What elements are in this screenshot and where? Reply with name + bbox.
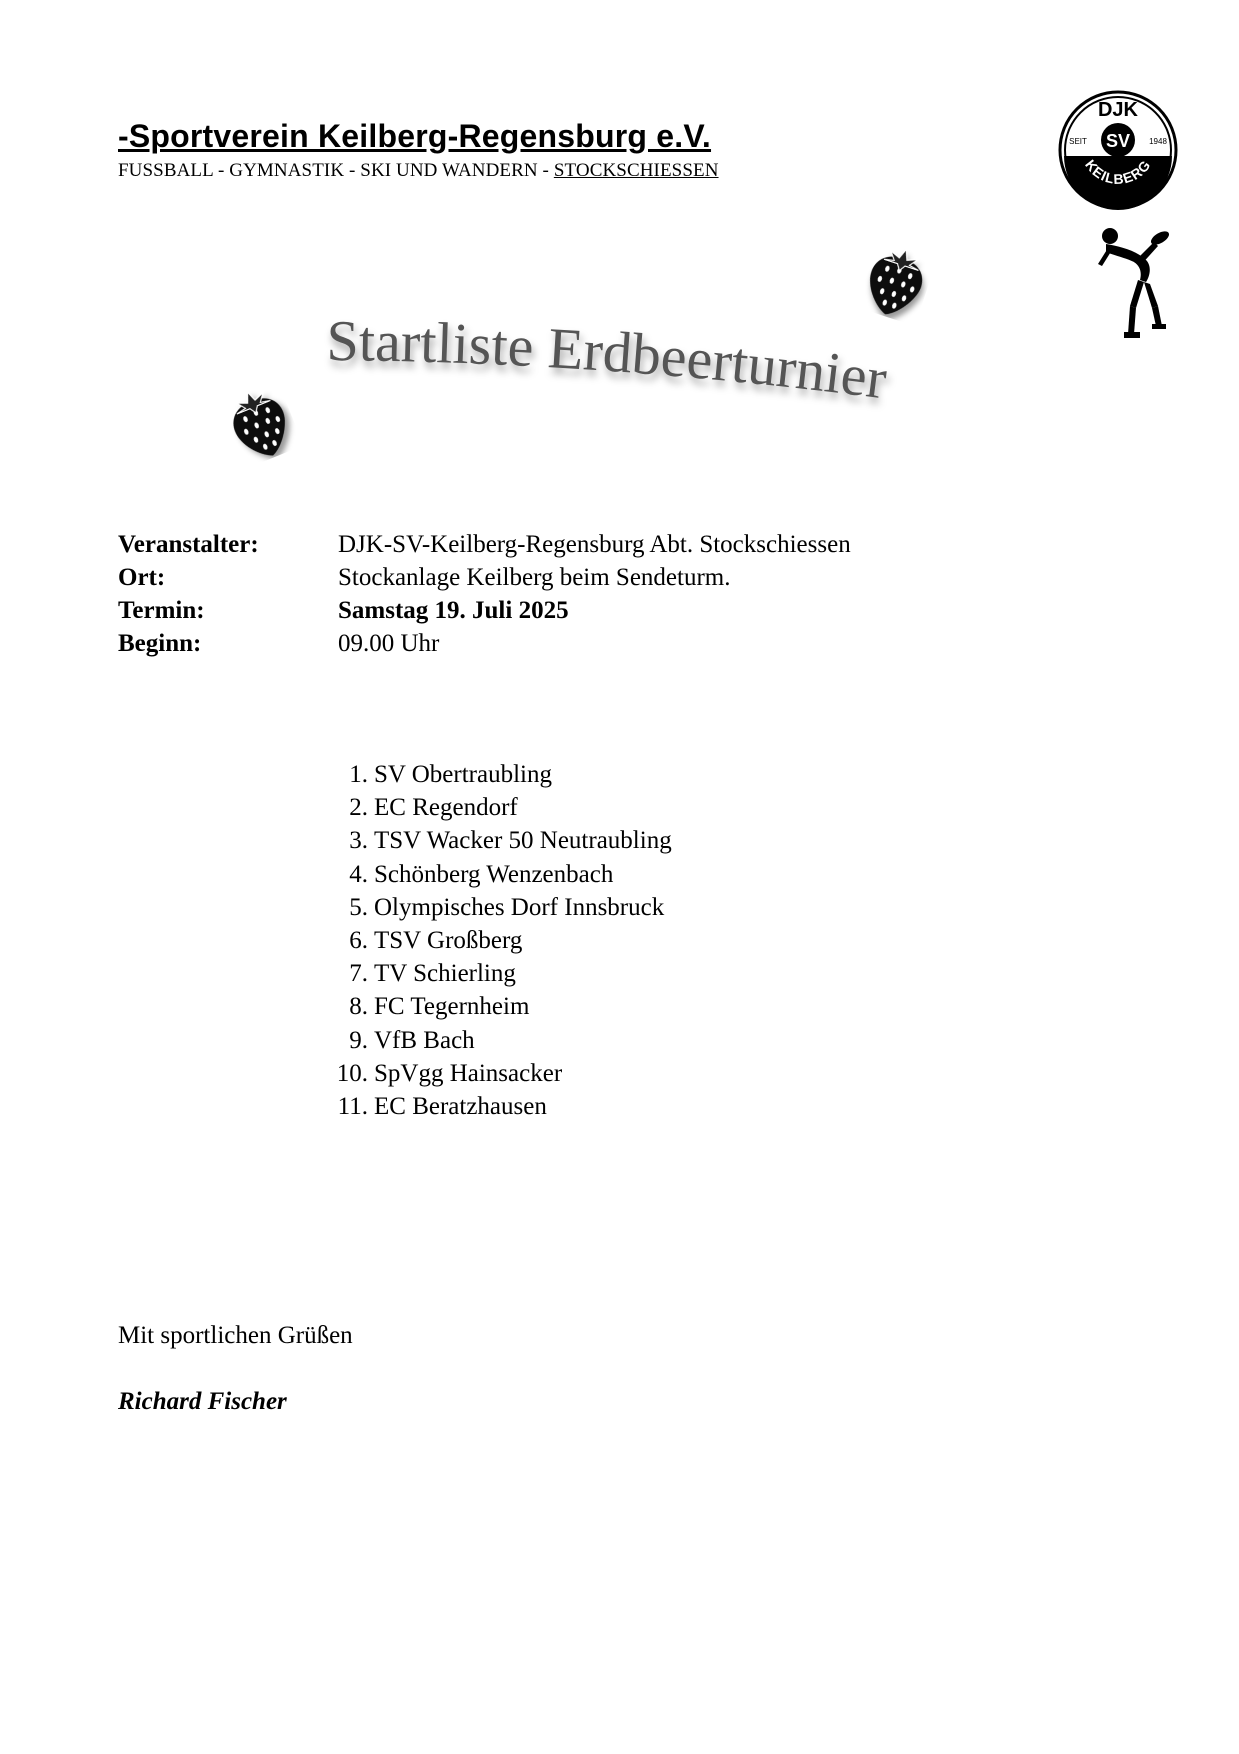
info-value: Stockanlage Keilberg beim Sendeturm. — [338, 564, 731, 591]
team-list-item — [328, 924, 672, 957]
team-number: 7. — [349, 960, 368, 988]
info-row-organizer — [118, 528, 851, 561]
team-number: 4. — [349, 860, 368, 888]
team-name: SpVgg Hainsacker — [374, 1059, 563, 1087]
team-list-item — [328, 1024, 672, 1057]
title-arc-container — [0, 0, 1239, 520]
info-value: Samstag 19. Juli 2025 — [338, 597, 569, 624]
team-list — [328, 758, 672, 1123]
team-name: FC Tegernheim — [374, 993, 530, 1021]
team-name: VfB Bach — [374, 1026, 475, 1054]
info-value: 09.00 Uhr — [338, 630, 440, 657]
team-name: EC Regendorf — [374, 794, 518, 822]
team-list-item — [328, 824, 672, 857]
logo-left-text: SEIT — [1069, 137, 1087, 146]
logo-center-text: SV — [1105, 131, 1131, 151]
team-number: 5. — [349, 893, 368, 921]
logo-bottom-text: KEILBERG — [1082, 156, 1154, 187]
logo-right-text: 1948 — [1149, 137, 1167, 146]
team-number: 10. — [336, 1059, 368, 1087]
department-stockschiessen: STOCKSCHIESSEN — [553, 160, 719, 181]
team-list-item — [328, 1057, 672, 1090]
team-number: 9. — [349, 1026, 368, 1054]
team-name: Schönberg Wenzenbach — [374, 860, 614, 888]
page-title: Startliste Erdbeerturnier — [326, 308, 891, 412]
team-list-item — [328, 758, 672, 791]
team-list-item — [328, 1090, 672, 1123]
info-label: Veranstalter: — [118, 531, 259, 558]
info-label: Termin: — [118, 597, 205, 624]
logo-top-text: DJK — [1097, 99, 1139, 121]
team-name: SV Obertraubling — [374, 761, 552, 788]
team-name: TSV Großberg — [374, 927, 523, 955]
team-list-item — [328, 858, 672, 891]
team-number: 1. — [349, 761, 368, 788]
team-name: TV Schierling — [374, 960, 516, 988]
team-name: Olympisches Dorf Innsbruck — [374, 893, 665, 921]
departments-list: FUSSBALL - GYMNASTIK - SKI UND WANDERN - — [118, 160, 554, 181]
event-info — [118, 528, 851, 660]
team-list-item — [328, 891, 672, 924]
team-list-item — [328, 990, 672, 1023]
info-value: DJK-SV-Keilberg-Regensburg Abt. Stockschiessen — [338, 531, 851, 558]
signer-name: Richard Fischer — [118, 1388, 287, 1415]
team-name: TSV Wacker 50 Neutraubling — [374, 827, 672, 855]
team-list-item — [328, 791, 672, 824]
team-number: 11. — [337, 1093, 368, 1121]
info-row-start — [118, 627, 851, 660]
info-label: Ort: — [118, 564, 166, 591]
team-number: 3. — [349, 827, 368, 855]
info-row-date — [118, 594, 851, 627]
info-row-location — [118, 561, 851, 594]
team-number: 2. — [349, 794, 368, 822]
team-number: 8. — [349, 993, 368, 1021]
closing-greeting: Mit sportlichen Grüßen — [118, 1322, 353, 1349]
club-name: -Sportverein Keilberg-Regensburg e.V. — [118, 118, 712, 154]
info-label: Beginn: — [118, 630, 202, 657]
svg-text:Startliste Erdbeerturnier — [326, 308, 890, 411]
team-name: EC Beratzhausen — [374, 1093, 547, 1121]
team-number: 6. — [349, 927, 368, 955]
team-list-item — [328, 957, 672, 990]
